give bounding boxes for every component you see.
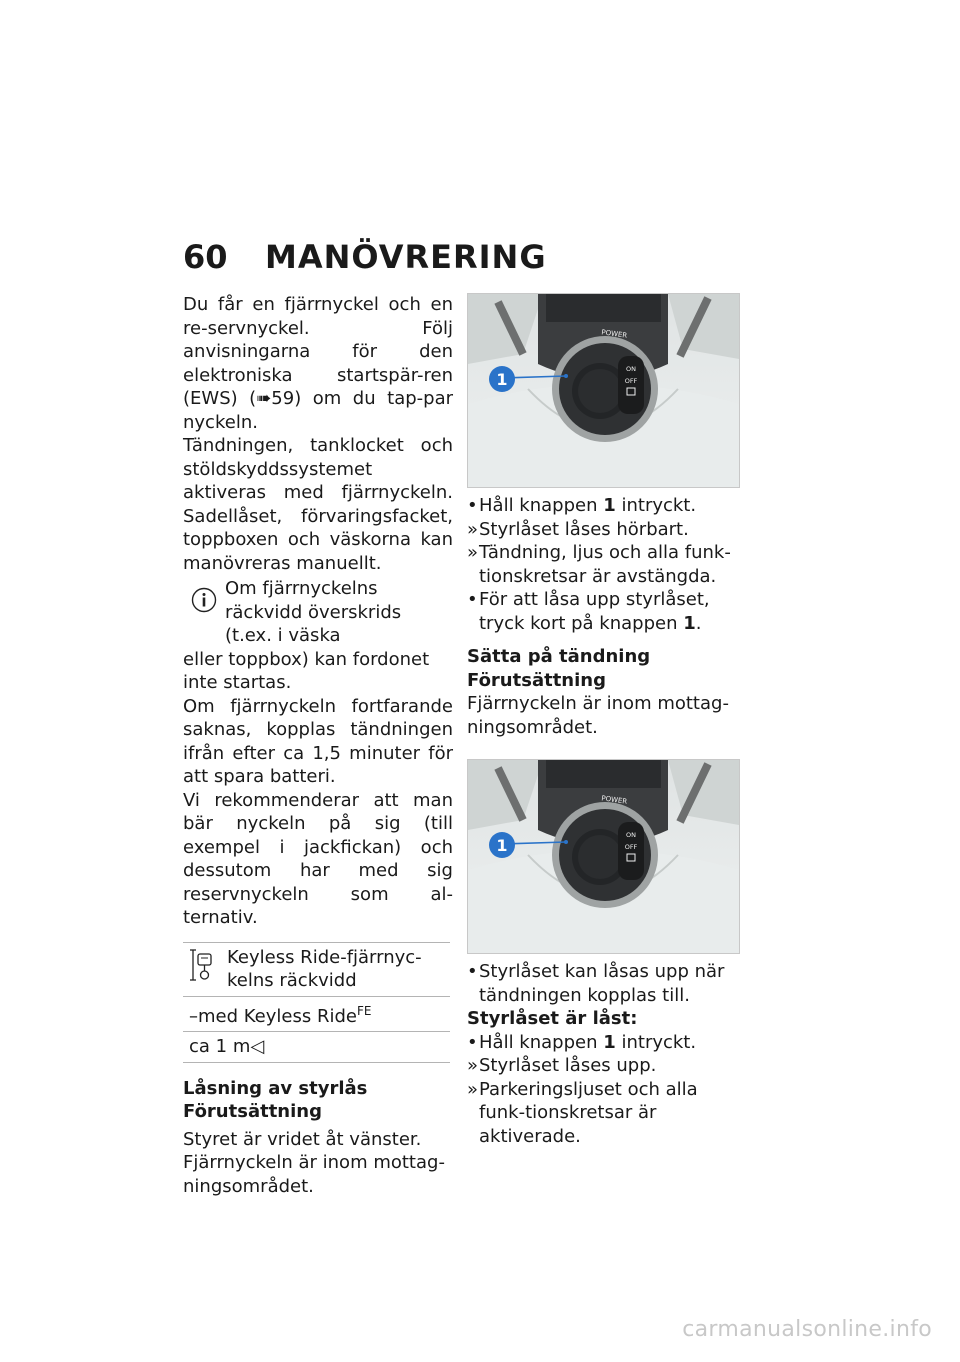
ignition-prerequisite-text: Fjärrnyckeln är inom mottag-ningsområdet. — [467, 693, 729, 738]
svg-text:OFF: OFF — [624, 377, 638, 385]
list-item: • För att låsa upp styrlåset, tryck kort på knappen 1. — [467, 589, 710, 634]
svg-text:POWER: POWER — [600, 794, 628, 806]
svg-text:POWER: POWER — [600, 328, 628, 340]
watermark: carmanualsonline.info — [682, 1317, 932, 1342]
list-item: » Styrlåset låses upp. — [467, 1055, 657, 1076]
svg-text:ON: ON — [626, 831, 636, 839]
ignition-notes-list — [467, 960, 739, 1007]
list-item: • Styrlåset kan låsas upp när tändningen kopplas till. — [467, 961, 725, 1006]
unlock-steps-list — [467, 1031, 739, 1149]
power-button-figure-2 — [467, 759, 740, 954]
key-range-icon — [189, 946, 227, 989]
lock-steps-list — [467, 494, 739, 635]
end-mark-icon: ◁ — [250, 1036, 265, 1057]
svg-text:1: 1 — [496, 836, 508, 855]
spec-variant-row: –med Keyless Ride$^{FE}$ — [183, 996, 450, 1032]
power-button-figure-1 — [467, 293, 740, 488]
list-item: » Styrlåset låses hörbart. — [467, 518, 689, 540]
chapter-title: MANÖVRERING — [265, 238, 547, 276]
info-note — [183, 577, 453, 648]
range-spec-table — [183, 942, 450, 1063]
list-item: • Håll knappen 1 intryckt. — [467, 495, 697, 516]
page-number: 60 — [183, 238, 228, 276]
ignition-paragraph: Tändningen, tanklocket och stöldskyddssystemet aktiveras med fjärrnyckeln. Sadellåset, förvaringsfacket, toppboxen och väskorna kan manövreras manuellt. — [183, 435, 453, 574]
list-item: • Håll knappen 1 intryckt. — [467, 1031, 697, 1053]
svg-text:ON: ON — [626, 365, 636, 373]
page-header — [183, 238, 547, 276]
prerequisite-heading: Förutsättning — [183, 1101, 322, 1122]
right-column — [467, 293, 739, 1148]
list-item: » Tändning, ljus och alla funk-tionskretsar är avstängda. — [467, 542, 731, 587]
svg-text:OFF: OFF — [624, 843, 638, 851]
page-ref-arrow-icon: ➠ — [256, 388, 272, 409]
fe-superscript: FE — [356, 1003, 372, 1018]
ignition-prerequisite-heading: Förutsättning — [467, 669, 606, 691]
left-column — [183, 293, 453, 1198]
spec-header-text: Keyless Ride-fjärrnyc-kelns räckvidd — [227, 946, 422, 991]
intro-paragraph: Du får en fjärrnyckel och en re-servnyckel. Följ anvisningarna för den elektroniska startspär-ren (EWS) (➠59) om du tap-par nyckeln. — [183, 294, 453, 433]
spec-value-row: ca 1 m◁ — [183, 1032, 450, 1063]
list-item: » Parkeringsljuset och alla funk-tionskretsar är aktiverade. — [467, 1078, 698, 1147]
steering-lock-heading: Låsning av styrlås — [183, 1077, 368, 1099]
prerequisite-text-1: Styret är vridet åt vänster. — [183, 1128, 422, 1150]
svg-text:1: 1 — [496, 370, 508, 389]
prerequisite-text-2: Fjärrnyckeln är inom mottag-ningsområdet. — [183, 1152, 445, 1197]
page-ref-number[interactable]: 59 — [271, 388, 295, 409]
timeout-paragraph: Om fjärrnyckeln fortfarande saknas, kopplas tändningen ifrån efter ca 1,5 minuter för att spara batteri. — [183, 695, 453, 787]
info-note-continuation: eller toppbox) kan fordonet inte startas. — [183, 648, 430, 693]
steering-locked-heading: Styrlåset är låst: — [467, 1008, 638, 1029]
spec-header-row — [183, 942, 450, 996]
info-icon — [183, 577, 225, 648]
ignition-heading: Sätta på tändning — [467, 646, 651, 667]
info-note-text: Om fjärrnyckelns räckvidd överskrids (t.ex. i väska — [225, 578, 402, 646]
recommendation-paragraph: Vi rekommenderar att man bär nyckeln på sig (till exempel i jackfickan) och dessutom har med sig reservnyckeln som al-ternativ. — [183, 789, 453, 928]
